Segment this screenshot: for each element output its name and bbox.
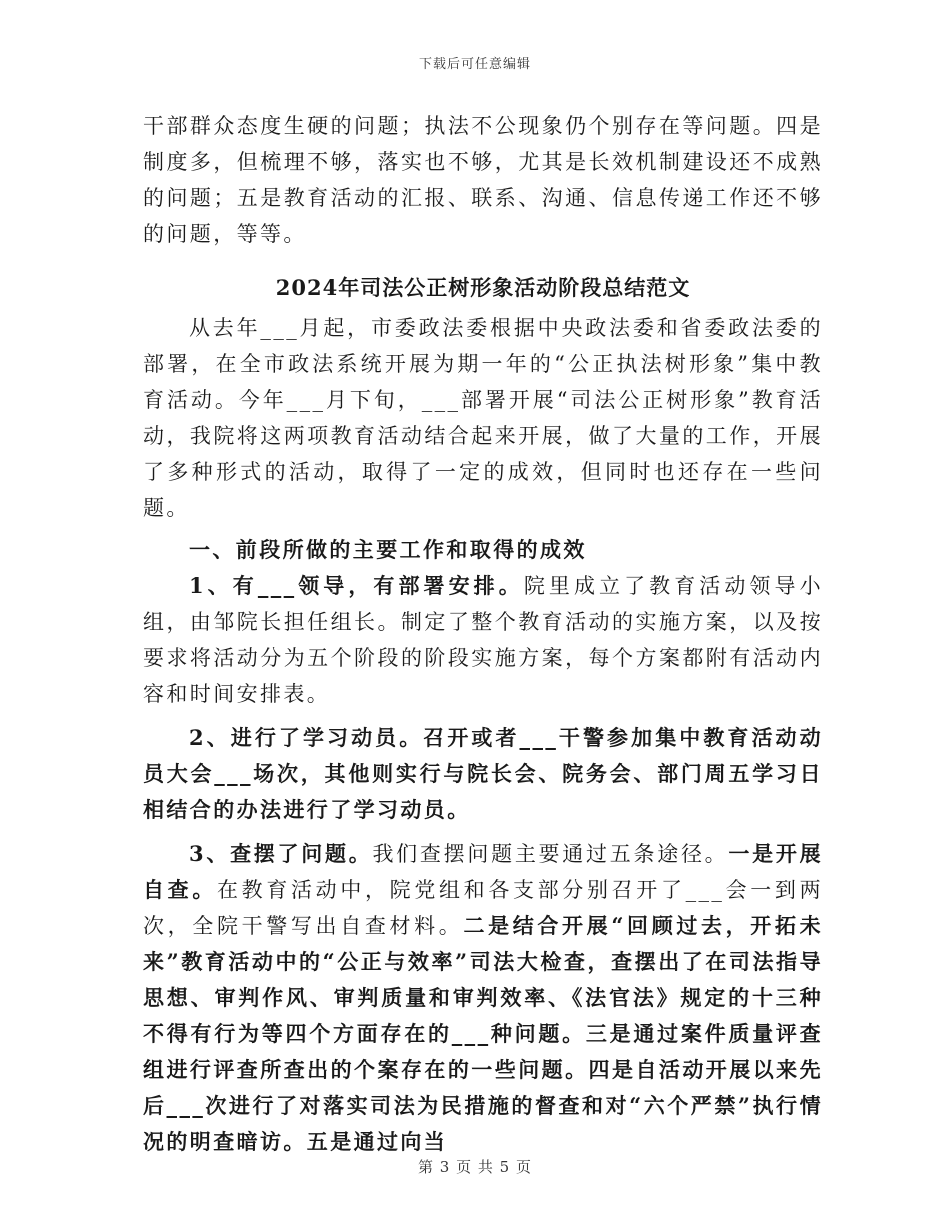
item-2-paragraph: 2、进行了学习动员。召开或者___干警参加集中教育活动动员大会___场次，其他则实行与院长会、院务会、部门周五学习日相结合的办法进行了学习动员。 — [143, 725, 823, 822]
item-1-paragraph — [143, 568, 823, 712]
item-3-text-a: 我们查摆问题主要通过五条途径。 — [372, 842, 729, 866]
intro-paragraph: 从去年___月起，市委政法委根据中央政法委和省委政法委的部署，在全市政法系统开展为期一年的“公正执法树形象”集中教育活动。今年___月下旬，___部署开展“司法公正树形象”教育活动，我院将这两项教育活动结合起来开展，做了大量的工作，开展了多种形式的活动，取得了一定的成效，但同时也还存在一些问题。 — [143, 316, 823, 520]
item-3-paragraph — [143, 836, 823, 1160]
section-heading-1: 一、前段所做的主要工作和取得的成效 — [189, 537, 587, 562]
item-3-text-b: 在教育活动中，院党组和各支部分别召开了___会一到两次，全院干警写出自查材料。 — [143, 878, 823, 938]
document-body — [143, 108, 823, 1160]
item-3-lead: 3、查摆了问题。 — [189, 841, 373, 866]
item-1-lead: 1、有___领导，有部署安排。 — [189, 573, 524, 598]
item-3-bold-rest: 二是结合开展“回顾过去，开拓未来”教育活动中的“公正与效率”司法大检查，查摆出了在司法指导思想、审判作风、审判质量和审判效率、《法官法》规定的十三种不得有行为等四个方面存在的___种问题。三是通过案件质量评查组进行评查所查出的个案存在的一些问题。四是自活动开展以来先后___次进行了对落实司法为民措施的督查和对“六个严禁”执行情况的明查暗访。五是通过向当 — [143, 913, 823, 1154]
paragraph-continued: 干部群众态度生硬的问题；执法不公现象仍个别存在等问题。四是制度多，但梳理不够，落实也不够，尤其是长效机制建设还不成熟的问题；五是教育活动的汇报、联系、沟通、信息传递工作还不够的问题，等等。 — [143, 114, 823, 246]
header-note: 下载后可任意编辑 — [418, 57, 531, 72]
page-number: 第 3 页 共 5 页 — [418, 1158, 532, 1176]
item-1-text: 院里成立了教育活动领导小组，由邹院长担任组长。制定了整个教育活动的实施方案，以及按要求将活动分为五个阶段的阶段实施方案，每个方案都附有活动内容和时间安排表。 — [143, 574, 823, 706]
document-title: 2024年司法公正树形象活动阶段总结范文 — [275, 275, 691, 300]
item-3-bold-a: 一是开展自查。 — [143, 841, 823, 902]
